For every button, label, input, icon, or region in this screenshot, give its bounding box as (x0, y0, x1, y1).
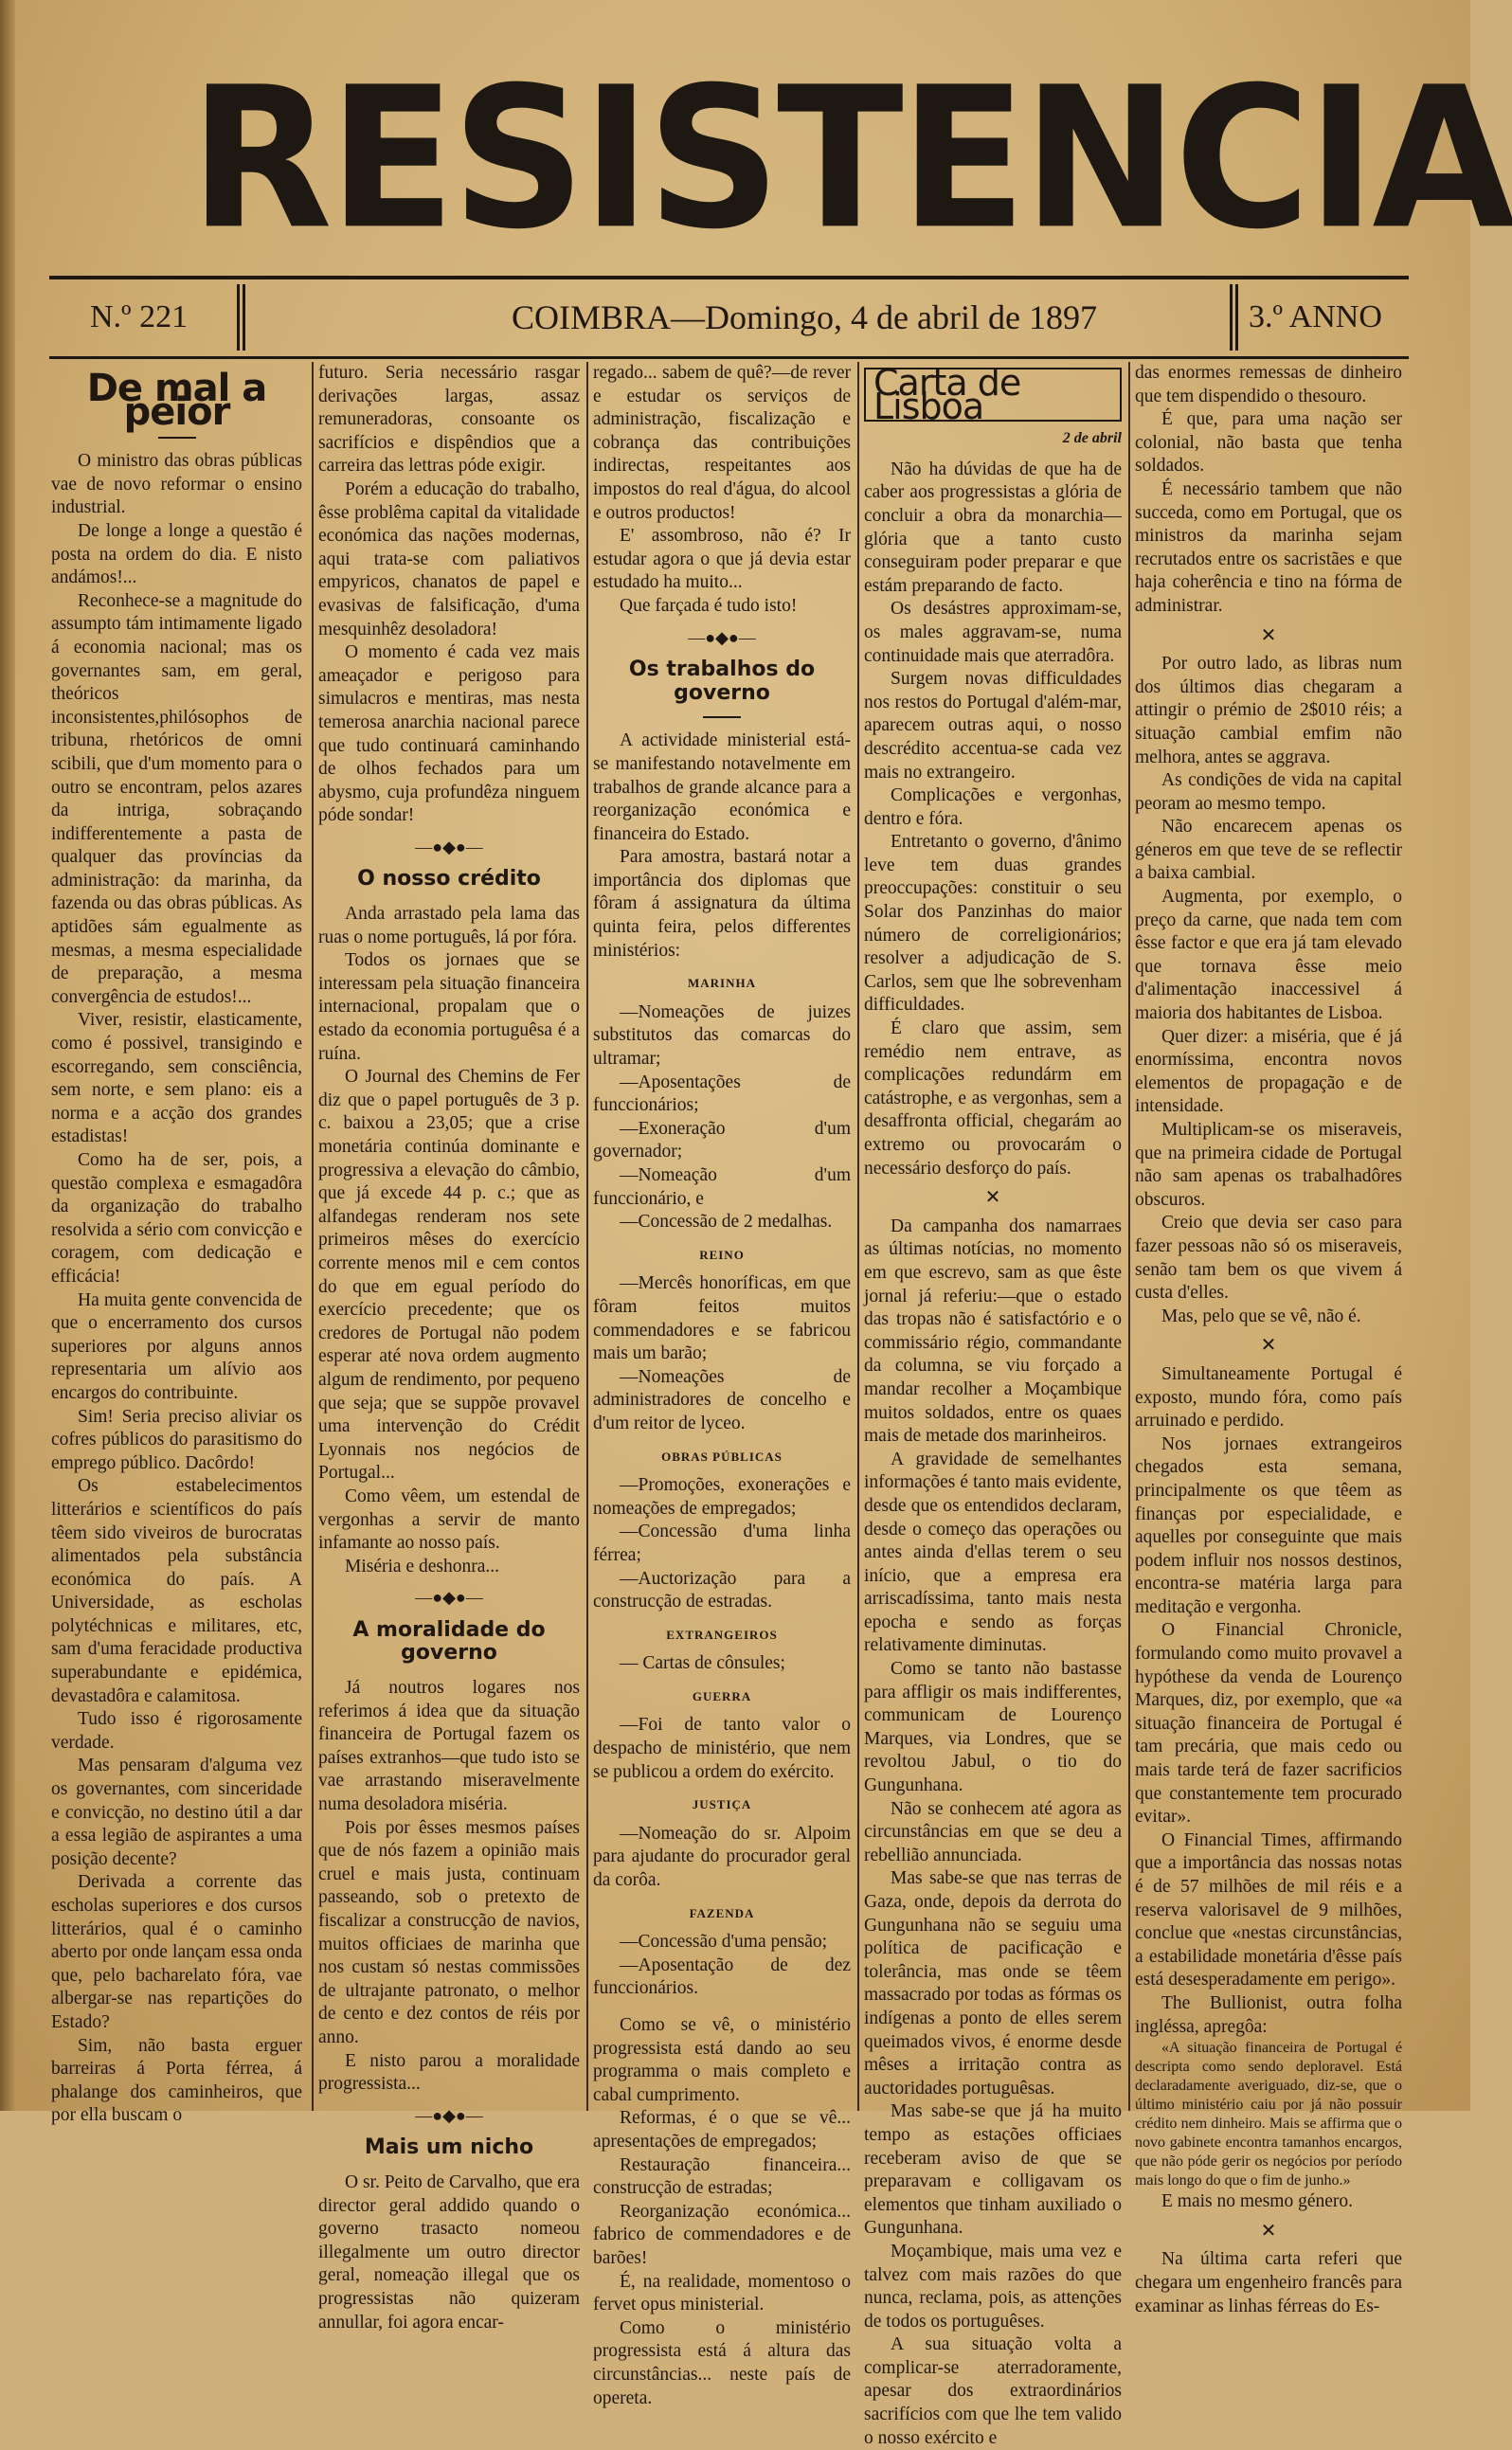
column-rule (312, 362, 314, 2111)
paragraph: Sim! Seria preciso aliviar os cofres públicos do parasitismo do emprego público. Dacôrdo! (51, 1406, 302, 1473)
paragraph: Não encarecem apenas os géneros em que teve de se reflectir a baixa cambial. (1135, 817, 1402, 884)
quotation: «A situação financeira de Portugal é descripta como sendo deploravel. Está declaradamente averiguado, diz-se, que o último ministério caiu por já não possuir crédito nem dinheiro. Mais se affirma que o novo gabinete encontra tamanhos encargos, que não póde gerir os negócios por período mais longo do que o fim de junho.» (1135, 2040, 1402, 2189)
list-item: —Aposentações de funccionários; (593, 1072, 851, 1116)
paragraph: Todos os jornaes que se interessam pela situação financeira internacional, propalam que o estado da economia portuguêsa é a ruína. (318, 950, 580, 1064)
paragraph: Reconhece-se a magnitude do assumpto tám intimamente ligado á economia nacional; mas os governantes sam, em geral, theóricos inconsistentes,philósophos de tribuna, rhetóricos de omni scibili, que d'um momento para o outro se encontram, pelos azares da intriga, sobraçando indifferentemente a pasta de qualquer das províncias da administração: da marinha, da fazenda ou das obras públicas. As aptidões sám egualmente as mesmas, a mesma especialidade de preparação, a mesma convergência de estudos!... (51, 590, 302, 1007)
paragraph: Não se conhecem até agora as circunstâncias em que se deu a rebellião annunciada. (864, 1798, 1122, 1865)
paragraph: É claro que assim, sem remédio nem entrave, as complicações redundárm em catástrophe, e as vergonhas, sem a desaffronta official, chegarám ao extremo ou provocarám o necessário desforço do país. (864, 1018, 1122, 1179)
paragraph: Como vêem, um estendal de vergonhas a servir de manto infamante ao nosso país. (318, 1486, 580, 1554)
section-label: JUSTIÇA (692, 1797, 752, 1812)
paragraph: Como ha de ser, pois, a questão complexa e esmagadôra da organização do trabalho resolvida a sério com convicção e coragem, com dedicação e efficácia! (51, 1150, 302, 1287)
list-item: — Cartas de cônsules; (620, 1653, 785, 1674)
column-rule (1128, 362, 1130, 2111)
paragraph: Mas sabe-se que nas terras de Gaza, onde, depois da derrota do Gungunhana não se seguiu uma política de pacificação e tolerância, mas onde se têem massacrado por todas as fórmas os indígenas a ponto de elles serem queimados vivos, é enorme desde mêses a irritação contra as auctoridades portuguêsas. (864, 1868, 1122, 2099)
paragraph: Complicações e vergonhas, dentro e fóra. (864, 785, 1122, 829)
paragraph: A gravidade de semelhantes informações é tanto mais evidente, desde que os entendidos declaram, desde o começo das operações ou antes ainda d'ellas terem o seu início, que a empresa era arriscadíssima, tanto mais nesta epocha e sendo as forças relativamente diminutas. (864, 1449, 1122, 1656)
paragraph: E nisto parou a moralidade progressista... (318, 2050, 580, 2095)
paragraph: Reformas, é o que se vê... apresentações de empregados; (593, 2108, 851, 2152)
masthead-title: RESISTENCIA (189, 45, 1512, 273)
column-4 (864, 362, 1122, 2448)
article-title: O nosso crédito (357, 867, 541, 892)
issue-number: N.º 221 (90, 299, 189, 334)
paragraph: Ha muita gente convencida de que o encerramento dos cursos superiores por alguns annos representaria um alívio aos encargos do contribuinte. (51, 1289, 302, 1403)
paragraph: Moçambique, mais uma vez e talvez com mais razões do que nunca, reclama, pois, as attenções de todos os portuguêses. (864, 2241, 1122, 2332)
paragraph: Mas pensaram d'alguma vez os governantes, com sinceridade e convicção, no destino útil a dar a essa legião de aspirantes a uma posição decente? (51, 1756, 302, 1869)
section-label: MARINHA (688, 976, 756, 991)
paragraph: Na última carta referi que chegara um engenheiro francês para examinar as linhas férreas do Es- (1135, 2249, 1402, 2316)
paragraph: Viver, resistir, elasticamente, como é possivel, transigindo e escorregando, sem consciência, sem norte, e sem plano: eis a norma e a acção dos grandes estadistas! (51, 1010, 302, 1147)
paragraph: futuro. Seria necessário rasgar derivações largas, assaz remuneradoras, consoante os sacrifícios e dispêndios que a carreira das lettras póde exigir. (318, 363, 580, 477)
paragraph: O momento é cada vez mais ameaçador e perigoso para simulacros e mentiras, mas nesta temerosa anarchia nacional parece que tudo continuará caminhando de olhos fechados para um abysmo, cuja profundêza ninguem póde sondar! (318, 642, 580, 826)
paragraph: Mas sabe-se que já ha muito tempo as estações officiaes receberam aviso de que se preparavam e colligavam os elementos que tinham auxiliado o Gungunhana. (864, 2101, 1122, 2239)
list-item: —Concessão d'uma linha férrea; (593, 1522, 851, 1565)
paragraph: E' assombroso, não é? Ir estudar agora o que já devia estar estudado ha muito... (593, 526, 851, 593)
cross-ornament: ✕ (1260, 2220, 1277, 2242)
cross-ornament: ✕ (1260, 1335, 1277, 1357)
paragraph: das enormes remessas de dinheiro que tem dispendido o thesouro. (1135, 363, 1402, 406)
ornament: —●◆●— (415, 2105, 483, 2125)
paragraph: Os desástres approximam-se, os males aggravam-se, numa continuidade mais que aterradôra. (864, 599, 1122, 666)
list-item: —Nomeação d'um funccionário, e (593, 1165, 851, 1209)
paragraph: Como o ministério progressista está á altura das circunstâncias... neste país de opereta. (593, 2317, 851, 2408)
column-rule (857, 362, 859, 2111)
cross-ornament: ✕ (1260, 624, 1277, 646)
list-item: —Exoneração d'um governador; (593, 1118, 851, 1162)
paragraph: A actividade ministerial está-se manifestando notavelmente em trabalhos de grande alcance para a reorganização económica e financeira do Estado. (593, 730, 851, 844)
section-label: OBRAS PÚBLICAS (661, 1449, 783, 1464)
bar-divider (237, 284, 240, 351)
paragraph: Creio que devia ser caso para fazer pessoas não só os miseraveis, senão tam bem os que vivem á custa d'elles. (1135, 1213, 1402, 1304)
paragraph: As condições de vida na capital peoram ao mesmo tempo. (1135, 770, 1402, 814)
section-label: REINO (699, 1247, 745, 1262)
article-title: Os trabalhos do governo (628, 658, 816, 705)
list-item: —Promoções, exonerações e nomeações de empregados; (593, 1475, 851, 1519)
paragraph: Reorganização económica... fabrico de commendadores e de barões! (593, 2201, 851, 2268)
paragraph: Como se vê, o ministério progressista está dando ao seu programma o mais completo e cabal cumprimento. (593, 2015, 851, 2105)
paragraph: Tudo isso é rigorosamente verdade. (51, 1709, 302, 1753)
ornament: —●◆●— (688, 627, 756, 647)
paragraph: Da campanha dos namarraes as últimas notícias, no momento em que escrevo, sam as que êste jornal já referiu:—que o estado das tropas não é satisfactório e o commissário régio, commandante da columna, se viu forçado a mandar recolher a Moçambique muitos soldados, entre os quaes mais de metade dos marinheiros. (864, 1216, 1122, 1447)
paragraph: Quer dizer: a miséria, que é já enormíssima, encontra novos elementos de propagação e de intensidade. (1135, 1026, 1402, 1117)
top-rule (49, 276, 1409, 279)
divider (703, 716, 741, 718)
paragraph: Simultaneamente Portugal é exposto, mundo fóra, como país arruinado e perdido. (1135, 1363, 1402, 1432)
list-item: —Foi de tanto valor o despacho de ministério, que nem se publicou a ordem do exército. (593, 1715, 851, 1782)
paragraph: Nos jornaes extrangeiros chegados esta semana, principalmente os que têem as finanças por especialidade, e aquelles por conseguinte que mais podem influir nos nossos destinos, encontra-se matéria larga para meditação e vergonha. (1135, 1433, 1402, 1617)
column-rule (586, 362, 588, 2111)
section-label: EXTRANGEIROS (666, 1627, 778, 1642)
paragraph: Os estabelecimentos litterários e scientíficos do país têem sido viveiros de burocratas alimentados pela substância económica do país. A Universidade, as escholas polytéchnicas e militares, etc, sam d'uma feracidade productiva superabundante e epidémica, devastadôra e calamitosa. (51, 1476, 302, 1706)
list-item: —Nomeações de administradores de concelho e d'um reitor de lyceo. (593, 1366, 851, 1433)
paragraph: E mais no mesmo género. (1161, 2191, 1353, 2212)
paragraph: Mas, pelo que se vê, não é. (1161, 1306, 1361, 1326)
paragraph: Já noutros logares nos referimos á idea que da situação financeira de Portugal fazem os países extranhos—que tudo isto se vae arrastando miseravelmente numa desoladora miséria. (318, 1678, 580, 1815)
dateline: COIMBRA—Domingo, 4 de abril de 1897 (512, 298, 1097, 336)
paragraph: Pois por êsses mesmos países que de nós fazem a opinião mais cruel e mais justa, continuam passeando, sob o pretexto de fiscalizar a construcção de navios, muitos officiaes de marinha que nos custam só nestas commissões de ultrajante patronato, o melhor de cento e dez contos de réis por anno. (318, 1817, 580, 2047)
paragraph: É que, para uma nação ser colonial, não basta que tenha soldados. (1135, 409, 1402, 477)
paragraph: De longe a longe a questão é posta na ordem do dia. E nisto andámos!... (51, 520, 302, 588)
list-item: —Nomeações de juizes substitutos das comarcas do ultramar; (593, 1001, 851, 1070)
paragraph: O Journal des Chemins de Fer diz que o papel português de 3 p. c. baixou a 23,05; que a crise monetária continúa dominante e progressiva a elevação do câmbio, que já excede 44 p. c.; que as alfandegas renderam nos sete primeiros mêses do exercício corrente menos mil e cem contos do que em egual período do exercício precedente; que os credores de Portugal não podem esperar até nova ordem augmento algum de rendimento, por pequeno que seja; que se suppõe provavel uma intervenção do Crédit Lyonnais nos negócios de Portugal... (318, 1067, 580, 1484)
paragraph: The Bullionist, outra folha ingléssa, apregôa: (1135, 1992, 1402, 2037)
list-item: —Mercês honoríficas, em que fôram feitos muitos commendadores e se fabricou mais um barão; (593, 1273, 851, 1364)
paragraph: Anda arrastado pela lama das ruas o nome português, lá por fóra. (318, 904, 580, 947)
bottom-rule (49, 356, 1409, 359)
paragraph: Derivada a corrente das escholas superiores e dos cursos litterários, qual é o caminho aberto por onde lançam essa onda que, pelo bacharelato fóra, vae albergar-se nas repartições do Estado? (51, 1872, 302, 2032)
paragraph: Porém a educação do trabalho, êsse problêma capital da vitalidade económica das nações modernas, aqui trata-se com paliativos empyricos, chanatos de papel e evasivas de falsificação, d'uma mesquinhêz desoladora! (318, 478, 580, 640)
column-5 (1135, 362, 1402, 2316)
article-title: A moralidade do governo (352, 1617, 546, 1666)
paragraph: Que farçada é tudo isto! (620, 595, 798, 616)
list-item: —Nomeação do sr. Alpoim para ajudante do procurador geral da corôa. (593, 1823, 851, 1891)
paragraph: Como se tanto não bastasse para affligir os mais indifferentes, communicam de Lourenço Marques, via Londres, que se revoltou Jabul, o tio do Gungunhana. (864, 1659, 1122, 1796)
article-date: 2 de abril (1062, 430, 1122, 447)
column-3 (593, 362, 851, 2408)
divider (158, 437, 196, 439)
paragraph: É necessário tambem que não succeda, como em Portugal, que os ministros da marinha sejam recrutados entre os sacristães e que haja coherência e tino na fórma de administrar. (1135, 478, 1402, 616)
column-1 (51, 362, 302, 2126)
ornament: —●◆●— (415, 1588, 483, 1608)
paragraph: É, na realidade, momentoso o fervet opus ministerial. (593, 2271, 851, 2315)
paragraph: O sr. Peito de Carvalho, que era director geral addido quando o governo trasacto nomeou illegalmente um outro director geral, nomeação illegal que os progressistas não quizeram annullar, foi agora encar- (318, 2171, 581, 2333)
list-item: —Aposentação de dez funccionários. (593, 1955, 851, 1999)
paragraph: A sua situação volta a complicar-se aterradoramente, apesar dos extraordinários sacrifícios com que lhe tem valido o nosso exército e (864, 2334, 1122, 2448)
paragraph: Miséria e deshonra... (345, 1556, 499, 1576)
paragraph: Sim, não basta erguer barreiras á Porta férrea, á phalange dos caminheiros, que por ella buscam o (51, 2035, 302, 2126)
list-item: —Auctorização para a construcção de estradas. (593, 1568, 851, 1612)
paragraph: Restauração financeira... construcção de estradas; (593, 2154, 851, 2199)
cross-ornament: ✕ (984, 1187, 1001, 1209)
section-label: FAZENDA (689, 1905, 755, 1920)
paragraph: Multiplicam-se os miseraveis, que na primeira cidade de Portugal não sam apenas os trabalhadôres obscuros. (1135, 1120, 1402, 1210)
page-edge (0, 0, 15, 2111)
paragraph: regado... sabem de quê?—de rever e estudar os serviços de administração, fiscalização e cobrança das contribuições indirectas, respeitantes aos impostos do real d'água, do alcool e outros productos! (593, 363, 851, 523)
paragraph: Augmenta, por exemplo, o preço da carne, que nada tem com êsse factor e que era já tam elevado que tornava êsse meio d'alimentação inaccessivel á maioria dos habitantes de Lisboa. (1135, 887, 1402, 1024)
paragraph: Entretanto o governo, d'ânimo leve tem duas grandes preoccupações: constituir o seu Solar dos Panzinhas do maior número de correligionários; resolver a adjudicação de S. Carlos, sem que lhe sobrevenham difficuldades. (864, 832, 1122, 1016)
column-2 (318, 362, 581, 2333)
bar-divider (1230, 284, 1233, 351)
year-label: 3.º ANNO (1249, 299, 1382, 334)
section-label: GUERRA (692, 1688, 752, 1703)
paragraph: Para amostra, bastará notar a importância dos diplomas que fôram á assignatura da última quinta feira, pelos differentes ministérios: (593, 847, 851, 961)
paragraph: O Financial Chronicle, formulando como muito provavel a hypóthese da venda de Lourenço Marques, diz, por exemplo, que «a situação financeira de Portugal é tam precária, que mais cedo ou mais tarde terá de fazer sacrificios que constantemente tem procurado evitar». (1135, 1620, 1402, 1828)
article-title: De mal a peior (86, 367, 267, 434)
ornament: —●◆●— (415, 837, 483, 856)
article-title: Mais um nicho (364, 2135, 534, 2160)
article-title: Carta de Lisboa (864, 368, 1122, 422)
paragraph: O ministro das obras públicas vae de novo reformar o ensino industrial. (51, 451, 302, 518)
paragraph: Não ha dúvidas de que ha de caber aos progressistas a glória de concluir a obra da monarchia—glória que a tanto custo conseguiram poder preparar e que estám preparando de facto. (864, 459, 1122, 596)
bar-divider (243, 284, 245, 351)
paragraph: Surgem novas difficuldades nos restos do Portugal d'além-mar, aparecem outras aqui, o nosso descrédito accentua-se cada vez mais no extrangeiro. (864, 669, 1122, 783)
paragraph: O Financial Times, affirmando que a importância das nossas notas é de 57 milhões de mil réis e a reserva valorisavel de 9 milhões, conclue que «nestas circunstâncias, a estabilidade monetária d'êsse país está desesperadamente em perigo». (1135, 1829, 1402, 1991)
bar-divider (1235, 284, 1238, 351)
list-item: —Concessão d'uma pensão; (620, 1932, 828, 1953)
list-item: —Concessão de 2 medalhas. (620, 1212, 833, 1233)
paragraph: Por outro lado, as libras num dos últimos dias chegaram a attingir o prémio de 2$010 réis; a situação cambial emfim não melhora, antes se aggrava. (1135, 654, 1402, 767)
